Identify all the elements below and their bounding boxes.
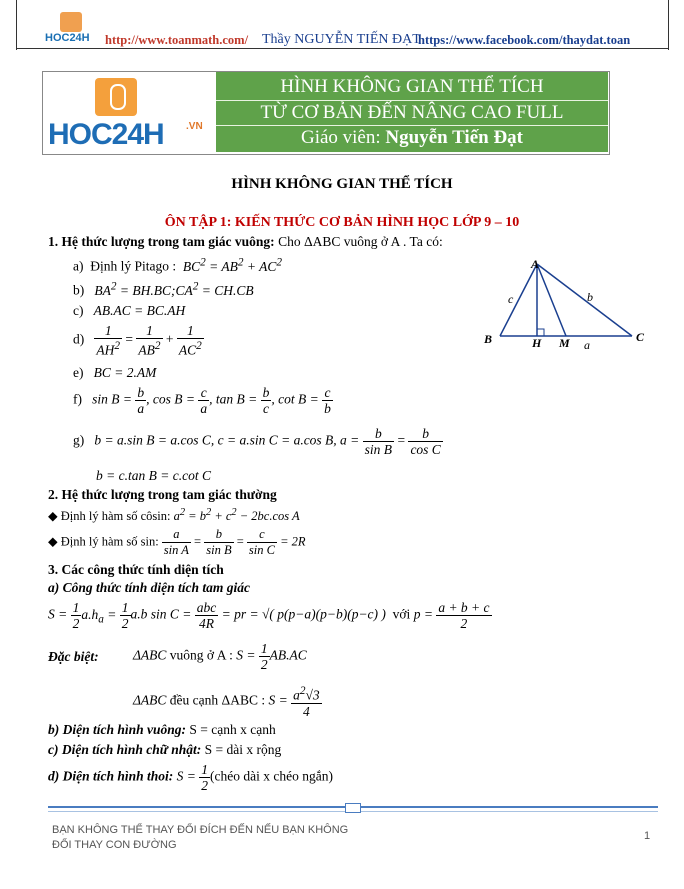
item-c: c) AB.AC = BC.AH: [73, 303, 186, 318]
item-c-label: c): [73, 303, 84, 318]
side-ab: [500, 264, 537, 336]
special-equilateral: ΔABC đều cạnh ΔABC : S = $\frac{a^2√3}{4}$: [133, 685, 320, 719]
section-1-heading: [48, 234, 443, 250]
item-a-text: Định lý Pitago :: [90, 258, 177, 274]
section-3a-heading: a) Công thức tính diện tích tam giác: [48, 580, 250, 595]
banner-line-1: HÌNH KHÔNG GIAN THỂ TÍCH: [280, 76, 544, 97]
item-d-label: d): [73, 331, 85, 347]
triangle-area-formula: S = $\frac{1}{2}$ $a.h_a$ = $\frac{1}{2}$ a.b sin C = $\frac{\text{abc}}{4R}$ = pr = √( p(p−a)(p−b)(p−c) ) với p = $\frac{a + b + c}{2}$: [48, 600, 490, 631]
special-label: Đặc biệt:: [48, 649, 99, 664]
banner-line-2: TỪ CƠ BẢN ĐẾN NÂNG CAO FULL: [260, 102, 564, 123]
item-e-label: e): [73, 365, 84, 380]
banner-line-3-prefix: Giáo viên:: [300, 127, 386, 148]
header-teacher-name: Thầy NGUYỄN TIẾN ĐẠT: [262, 32, 421, 47]
rhombus-area: d) Diện tích hình thoi: S = $\frac{1}{2}$ (chéo dài x chéo ngắn): [48, 762, 333, 793]
page-margin-line-left: [16, 0, 17, 50]
vertex-b-label: B: [484, 332, 493, 346]
header-facebook-link[interactable]: https://www.facebook.com/thaydat.toan: [418, 33, 631, 47]
item-a-label: a): [73, 258, 84, 274]
header-url-link[interactable]: http://www.toanmath.com/: [105, 33, 249, 47]
banner-line-3: [216, 127, 608, 149]
footer-ornament: [345, 803, 361, 813]
banner-teacher-name: Nguyễn Tiến Đạt: [385, 127, 524, 148]
item-a: a) Định lý Pitago : $BC^2 = AB^2 + AC^2$: [73, 256, 283, 274]
section-1-title: 1. Hệ thức lượng trong tam giác vuông:: [48, 234, 275, 249]
section-3-heading: 3. Các công thức tính diện tích: [48, 562, 224, 577]
square-area-text: S = cạnh x cạnh: [189, 722, 276, 737]
side-b-label: b: [587, 290, 593, 304]
item-d: d) $\frac{1}{AH^2}$ = $\frac{1}{AB^2}$ + $\frac{1}{AC^2}$: [73, 323, 202, 358]
mouse-icon: [110, 84, 126, 110]
square-area-label: b) Diện tích hình vuông:: [48, 722, 187, 737]
page-margin-line-right: [668, 0, 669, 50]
rectangle-area-label: c) Diện tích hình chữ nhật:: [48, 742, 202, 757]
document-title: HÌNH KHÔNG GIAN THỂ TÍCH: [231, 176, 453, 192]
rhombus-area-label: d) Diện tích hình thoi:: [48, 768, 174, 784]
vertex-a-label: A: [531, 257, 540, 271]
side-c-label: c: [508, 292, 514, 306]
section-2-heading: 2. Hệ thức lượng trong tam giác thường: [48, 487, 277, 502]
document-subtitle: ÔN TẬP 1: KIẾN THỨC CƠ BẢN HÌNH HỌC LỚP 9 – 10: [164, 215, 520, 230]
hoc24h-small-logo-icon: [60, 12, 82, 32]
item-f-label: f): [73, 391, 82, 407]
special-right-triangle: ΔABC vuông ở A : S = $\frac{1}{2}$ AB.AC: [133, 641, 307, 672]
sine-rule-label: Định lý hàm số sin:: [60, 534, 159, 549]
item-e: e) BC = 2.AM: [73, 365, 157, 380]
point-h-label: H: [532, 336, 542, 350]
item-g-label: g): [73, 432, 85, 448]
side-a-label: a: [584, 338, 590, 352]
header-divider: [16, 48, 668, 49]
right-angle-mark: [537, 329, 544, 336]
sine-rule: ◆ Định lý hàm số sin: $\frac{a}{\text{sin A}}$ = $\frac{b}{\text{sin B}}$ = $\frac{c}{\text{sin C}}$ = 2R: [48, 527, 306, 557]
footer-quote-line-2: ĐỔI THAY CON ĐƯỜNG: [52, 839, 177, 851]
cosine-rule: ◆ Định lý hàm số côsin: $a^2 = b^2 + c^2 - 2bc.\cos$ A: [48, 507, 300, 524]
square-area: [48, 722, 276, 738]
footer-quote-line-1: BẠN KHÔNG THỂ THAY ĐỔI ĐÍCH ĐẾN NẾU BẠN KHÔNG: [52, 824, 349, 836]
banner-logo-suffix: .VN: [186, 121, 203, 132]
section-1-intro: Cho ΔABC vuông ở A . Ta có:: [274, 234, 443, 249]
banner-separator: [216, 125, 608, 126]
special-1-text: vuông ở A :: [169, 647, 233, 663]
item-b-label: b): [73, 282, 85, 298]
point-m-label: M: [559, 336, 570, 350]
item-g-line-2: b = c.tan B = c.cot C: [96, 468, 211, 483]
special-2-text: đều cạnh ΔABC :: [169, 692, 266, 708]
item-b: b) $BA^2$ = $BH.BC;CA^2 = CH.CB$: [73, 280, 254, 298]
vertex-c-label: C: [636, 330, 645, 344]
banner-separator: [216, 100, 608, 101]
rhombus-area-text: (chéo dài x chéo ngắn): [210, 768, 333, 784]
banner-logo-text: HOC24H: [48, 118, 164, 151]
rectangle-area: [48, 742, 281, 758]
rectangle-area-text: S = dài x rộng: [204, 742, 282, 757]
page-number: 1: [644, 830, 651, 842]
item-g: g) b = a.sin B = a.cos C, c = a.sin C = a.cos B, a = $\frac{b}{\text{sin B}}$ = $\frac{b}{\text{cos C}}$: [73, 426, 441, 457]
cosine-rule-label: Định lý hàm số côsin:: [60, 509, 171, 524]
footer-quote: [52, 823, 348, 853]
with-label: với: [392, 606, 411, 622]
hoc24h-small-logo-text: HOC24H: [45, 32, 90, 44]
item-f: f) sin B = $\frac{b}{a}$ , cos B = $\frac{c}{a}$ , tan B = $\frac{b}{c}$ , cot B = $\frac{c}{b}$: [73, 385, 331, 416]
